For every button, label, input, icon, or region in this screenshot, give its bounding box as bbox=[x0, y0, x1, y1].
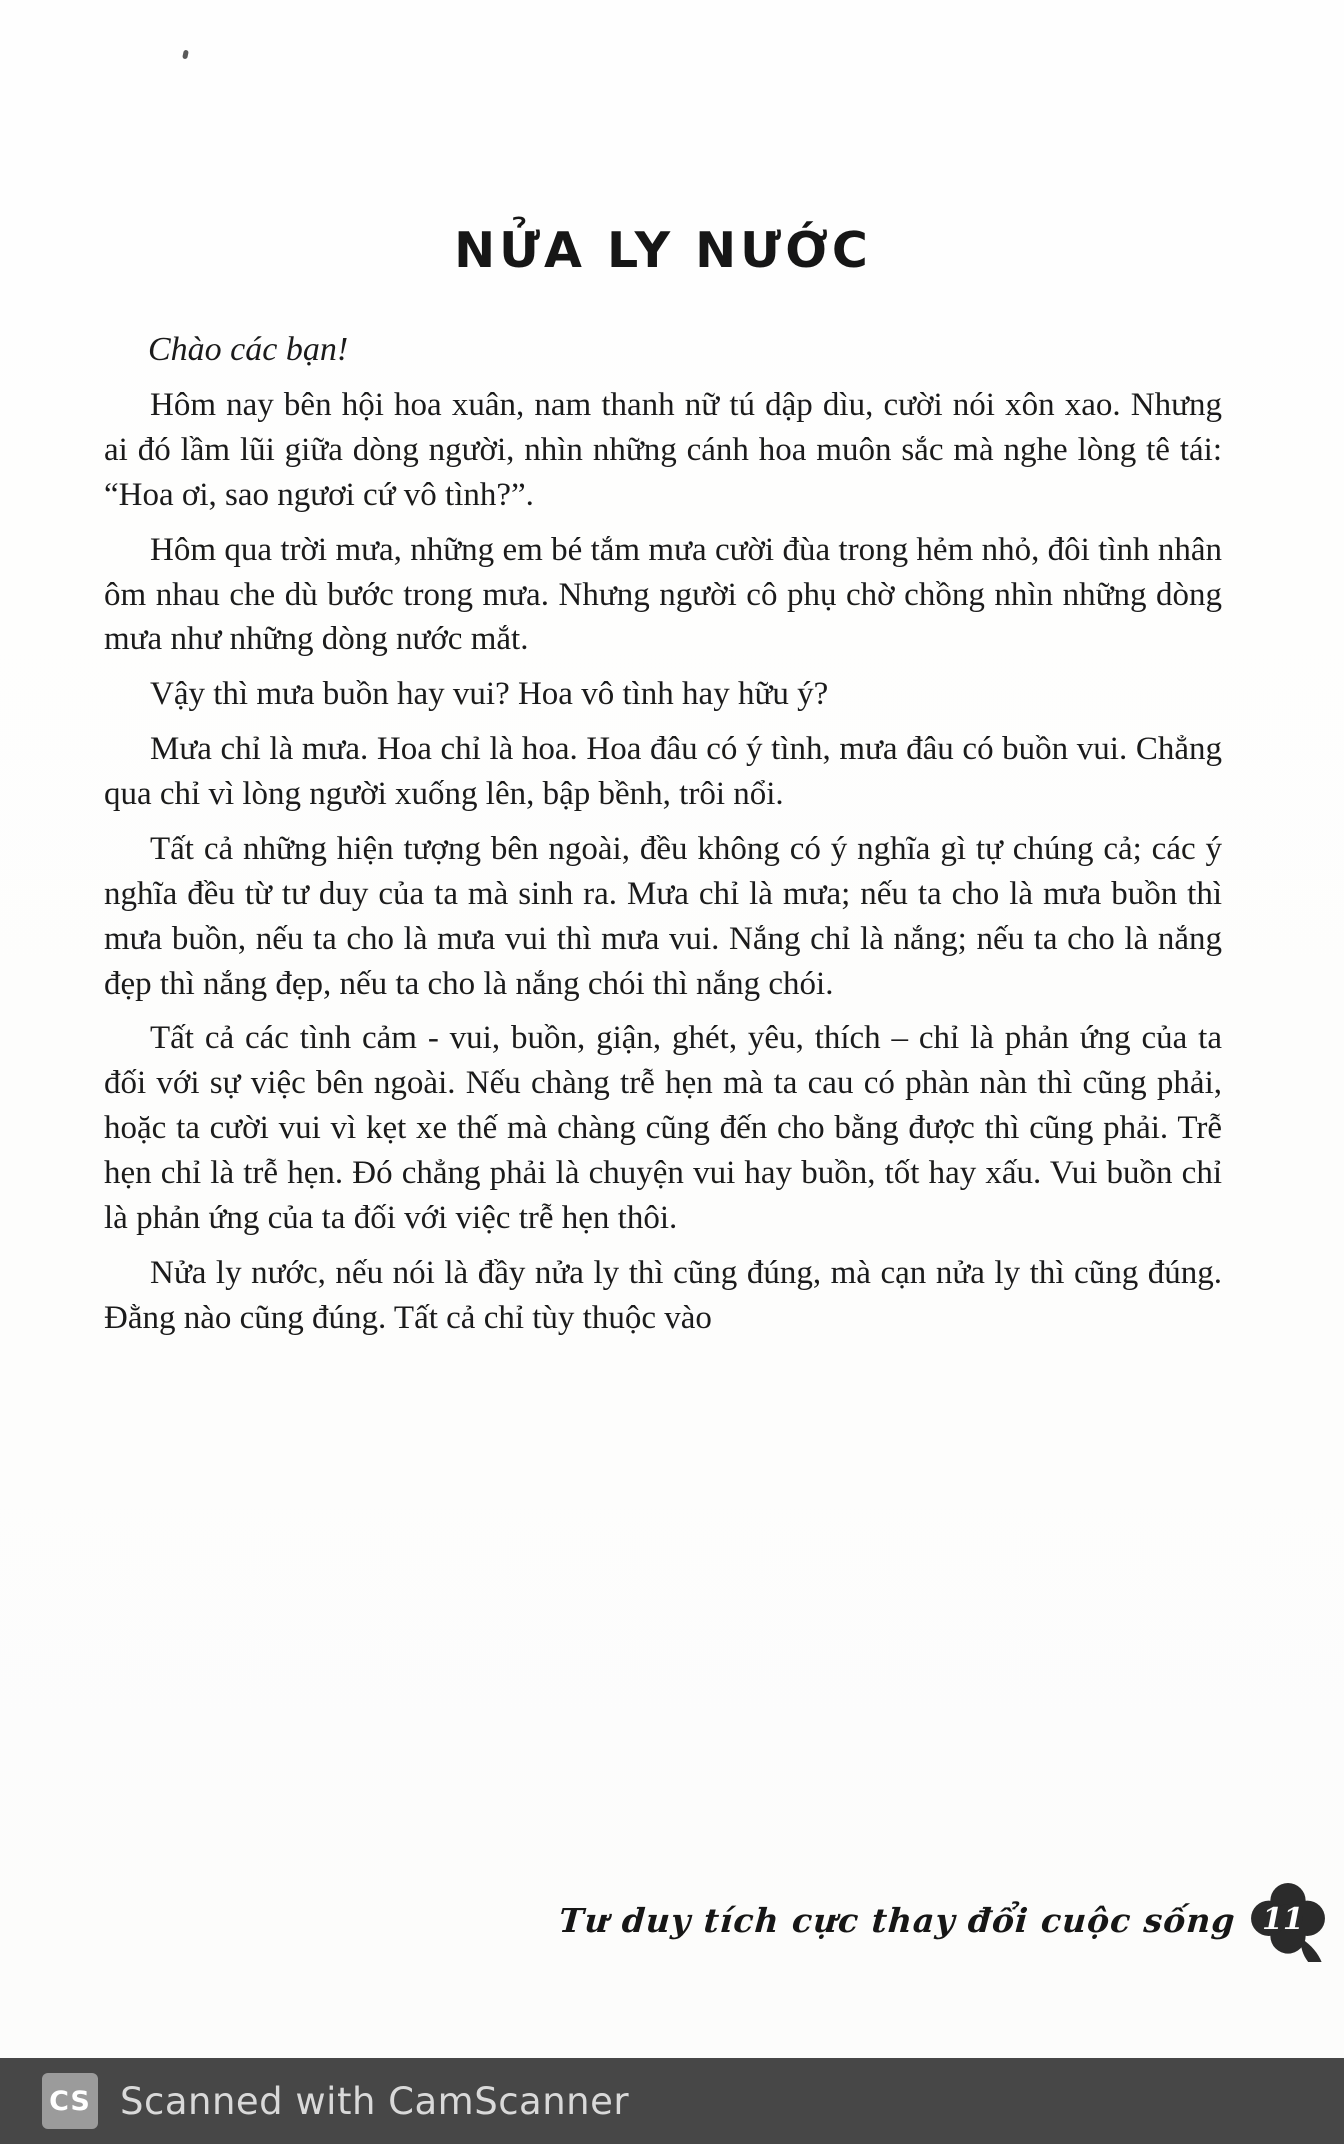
page-footer bbox=[0, 1878, 1344, 1962]
page-number: 11 bbox=[1262, 1902, 1304, 1937]
page-title: NỬA LY NƯỚC bbox=[454, 222, 872, 279]
paragraph: Tất cả các tình cảm - vui, buồn, giận, ghét, yêu, thích – chỉ là phản ứng của ta đối với sự việc bên ngoài. Nếu chàng trễ hẹn mà ta cau có phàn nàn thì cũng phải, hoặc ta cười vui vì kẹt xe thế mà chàng cũng đến cho bằng được thì cũng phải. Trễ hẹn chỉ là trễ hẹn. Đó chẳng phải là chuyện vui hay buồn, tốt hay xấu. Vui buồn chỉ là phản ứng của ta đối với việc trễ hẹn thôi. bbox=[104, 1020, 1222, 1236]
camscanner-watermark-text: Scanned with CamScanner bbox=[120, 2079, 630, 2123]
camscanner-logo-icon bbox=[42, 2073, 98, 2129]
camscanner-logo-text: CS bbox=[49, 2085, 91, 2117]
footer-book-title: Tư duy tích cực thay đổi cuộc sống bbox=[558, 1900, 1238, 1940]
paragraph: Mưa chỉ là mưa. Hoa chỉ là hoa. Hoa đâu có ý tình, mưa đâu có buồn vui. Chẳng qua chỉ vì lòng người xuống lên, bập bềnh, trôi nổi. bbox=[104, 731, 1222, 812]
camscanner-watermark-bar bbox=[0, 2058, 1344, 2144]
page-number-badge bbox=[1246, 1878, 1330, 1962]
paragraph: Hôm qua trời mưa, những em bé tắm mưa cười đùa trong hẻm nhỏ, đôi tình nhân ôm nhau che dù bước trong mưa. Nhưng người cô phụ chờ chồng nhìn những dòng mưa như những dòng nước mắt. bbox=[104, 531, 1222, 658]
blank-space bbox=[0, 1351, 1344, 1879]
paragraph: Tất cả những hiện tượng bên ngoài, đều không có ý nghĩa gì tự chúng cả; các ý nghĩa đều từ tư duy của ta mà sinh ra. Mưa chỉ là mưa; nếu ta cho là mưa buồn thì mưa buồn, nếu ta cho là mưa vui thì mưa vui. Nắng chỉ là nắng; nếu ta cho là nắng đẹp thì nắng đẹp, nếu ta cho là nắng chói thì nắng chói. bbox=[104, 830, 1222, 1002]
paragraph: Vậy thì mưa buồn hay vui? Hoa vô tình hay hữu ý? bbox=[150, 676, 829, 713]
greeting-line: Chào các bạn! bbox=[148, 331, 349, 368]
paragraph: Hôm nay bên hội hoa xuân, nam thanh nữ tú dập dìu, cười nói xôn xao. Nhưng ai đó lầm lũi giữa dòng người, nhìn những cánh hoa muôn sắc mà nghe lòng tê tái: “Hoa ơi, sao ngươi cứ vô tình?”. bbox=[104, 387, 1222, 513]
paragraph: Nửa ly nước, nếu nói là đầy nửa ly thì cũng đúng, mà cạn nửa ly thì cũng đúng. Đằng nào cũng đúng. Tất cả chỉ tùy thuộc vào bbox=[104, 1254, 1222, 1336]
